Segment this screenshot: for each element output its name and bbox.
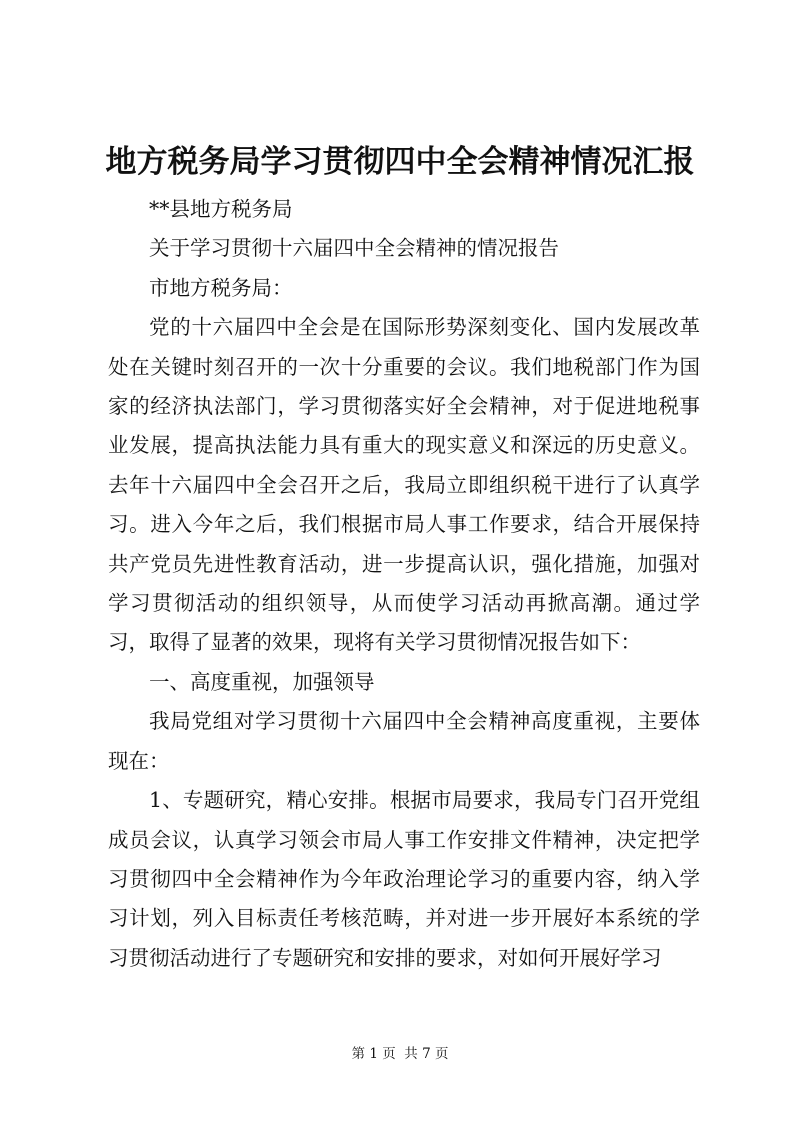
- page-number: 第 1 页: [351, 1046, 396, 1062]
- document-body: [108, 190, 700, 978]
- section-1-item-1: 1、专题研究，精心安排。根据市局要求，我局专门召开党组成员会议，认真学习领会市局人事工作安排文件精神，决定把学习贯彻四中全会精神作为今年政治理论学习的重要内容，纳入学习计划，列入目标责任考核范畴，并对进一步开展好本系统的学习贯彻活动进行了专题研究和安排的要求，对如何开展好学习: [108, 788, 700, 970]
- document-title: 地方税务局学习贯彻四中全会精神情况汇报: [105, 144, 695, 180]
- page-footer: [0, 1044, 800, 1064]
- recipient-line: 市地方税务局：: [149, 275, 293, 300]
- section-heading-1: 一、高度重视，加强领导: [149, 669, 375, 694]
- report-subject: 关于学习贯彻十六届四中全会精神的情况报告: [149, 236, 559, 261]
- page-total: 共 7 页: [404, 1046, 449, 1062]
- intro-paragraph: 党的十六届四中全会是在国际形势深刻变化、国内发展改革处在关键时刻召开的一次十分重要的会议。我们地税部门作为国家的经济执法部门，学习贯彻落实好全会精神，对于促进地税事业发展，提高执法能力具有重大的现实意义和深远的历史意义。去年十六届四中全会召开之后，我局立即组织税干进行了认真学习。进入今年之后，我们根据市局人事工作要求，结合开展保持共产党员先进性教育活动，进一步提高认识，强化措施，加强对学习贯彻活动的组织领导，从而使学习活动再掀高潮。通过学习，取得了显著的效果，现将有关学习贯彻情况报告如下：: [108, 315, 700, 655]
- section-1-paragraph: 我局党组对学习贯彻十六届四中全会精神高度重视，主要体现在：: [108, 709, 700, 773]
- sender-line: **县地方税务局: [149, 197, 293, 221]
